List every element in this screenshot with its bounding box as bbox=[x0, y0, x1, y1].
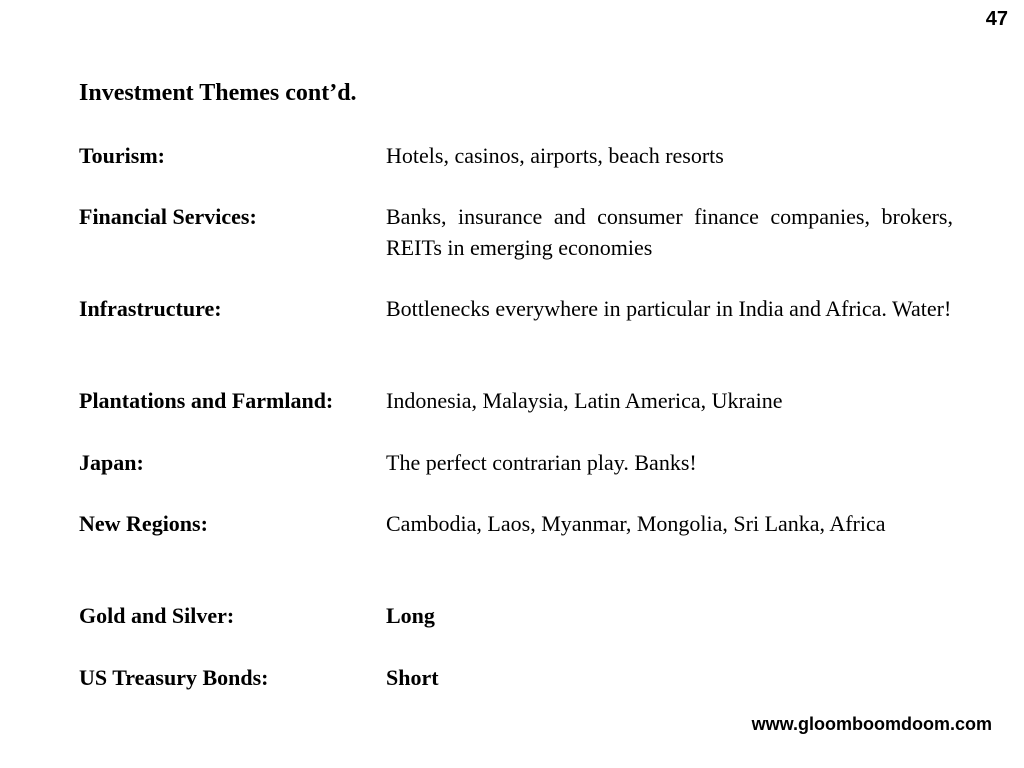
theme-label: Japan: bbox=[79, 450, 144, 475]
theme-label: Infrastructure: bbox=[79, 296, 222, 321]
theme-label: Gold and Silver: bbox=[79, 603, 235, 628]
theme-label: New Regions: bbox=[79, 511, 208, 536]
page-number: 47 bbox=[985, 8, 1008, 30]
theme-description: Hotels, casinos, airports, beach resorts bbox=[386, 143, 724, 168]
theme-description: Indonesia, Malaysia, Latin America, Ukraine bbox=[386, 388, 783, 413]
theme-description: Banks, insurance and consumer finance companies, brokers, REITs in emerging economies bbox=[386, 204, 953, 260]
theme-label: Tourism: bbox=[79, 143, 165, 168]
theme-description: Bottlenecks everywhere in particular in India and Africa. Water! bbox=[386, 296, 952, 321]
website-url: www.gloomboomdoom.com bbox=[751, 714, 992, 734]
theme-label: US Treasury Bonds: bbox=[79, 665, 269, 690]
theme-label: Financial Services: bbox=[79, 204, 257, 229]
theme-label: Plantations and Farmland: bbox=[79, 388, 334, 413]
theme-description: Short bbox=[386, 665, 439, 690]
theme-description: Cambodia, Laos, Myanmar, Mongolia, Sri Lanka, Africa bbox=[386, 511, 886, 536]
theme-description: Long bbox=[386, 603, 435, 628]
slide-title: Investment Themes cont’d. bbox=[79, 80, 357, 106]
theme-description: The perfect contrarian play. Banks! bbox=[386, 450, 697, 475]
